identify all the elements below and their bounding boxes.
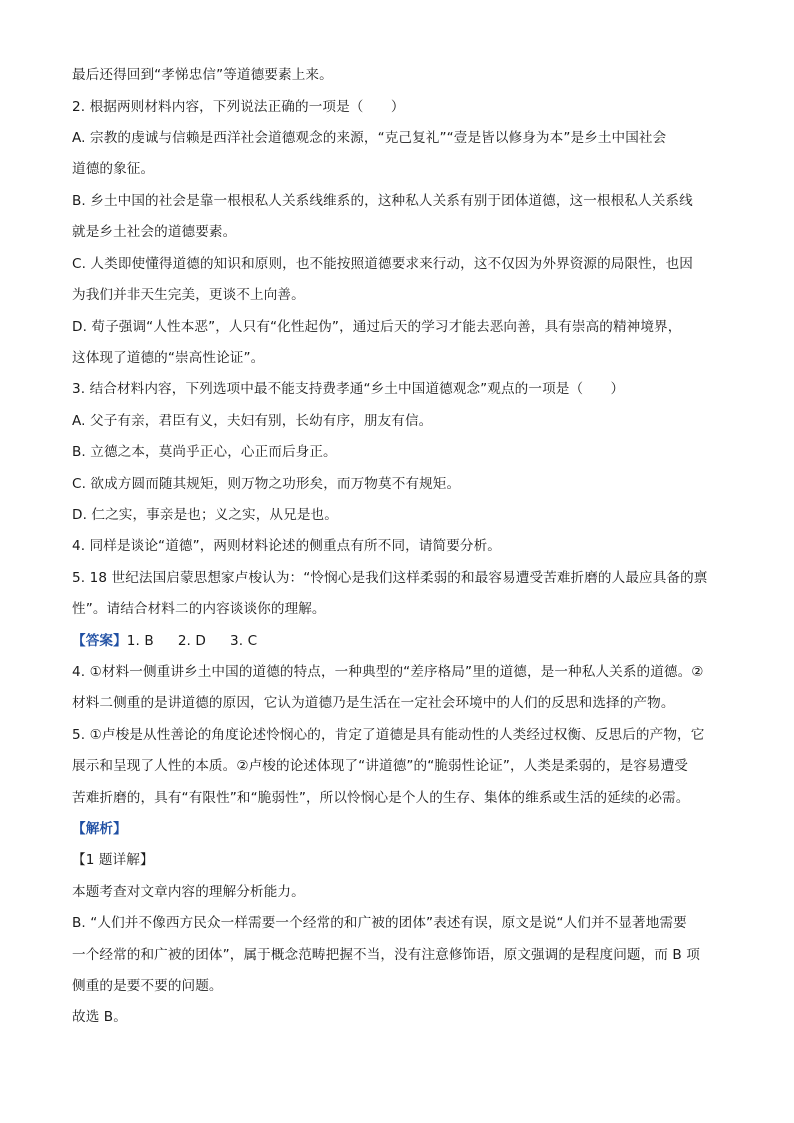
question-2-option-b: B. 乡土中国的社会是靠一根根私人关系线维系的，这种私人关系有别于团体道德，这一根根私人关系线	[72, 193, 693, 209]
text-line: 一个经常的和广被的团体”，属于概念范畴把握不当，没有注意修饰语，原文强调的是程度问题，而 B 项	[72, 947, 700, 963]
question-2-option-c: C. 人类即使懂得道德的知识和原则，也不能按照道德要求来行动，这不仅因为外界资源的局限性，也因	[72, 256, 693, 272]
text-line: 道德的象征。	[72, 161, 155, 177]
question-2-option-a: A. 宗教的虔诚与信赖是西洋社会道德观念的来源，“克己复礼”“壹是皆以修身为本”是乡土中国社会	[72, 130, 667, 146]
text-line: 就是乡土社会的道德要素。	[72, 224, 237, 240]
detail-heading: 【1 题详解】	[72, 852, 154, 868]
question-4: 4. 同样是谈论“道德”，两则材料论述的侧重点有所不同，请简要分析。	[72, 538, 501, 554]
text-line: 为我们并非天生完美，更谈不上向善。	[72, 287, 305, 303]
analysis-label: 【解析】	[72, 821, 127, 837]
text-line: 性”。请结合材料二的内容谈谈你的理解。	[72, 601, 326, 617]
question-3: 3. 结合材料内容，下列选项中最不能支持费孝通“乡土中国道德观念”观点的一项是（ ）	[72, 381, 625, 397]
answer-line	[72, 632, 752, 650]
text-line: 侧重的是要不要的问题。	[72, 978, 223, 994]
question-3-option-b: B. 立德之本，莫尚乎正心，心正而后身正。	[72, 444, 337, 460]
answer-5: 5. ①卢梭是从性善论的角度论述怜悯心的，肯定了道德是具有能动性的人类经过权衡、反思后的产物，它	[72, 727, 705, 743]
answer-2: 2. D	[177, 633, 206, 649]
answer-3: 3. C	[229, 633, 258, 649]
question-5: 5. 18 世纪法国启蒙思想家卢梭认为：“怜悯心是我们这样柔弱的和最容易遭受苦难折磨的人最应具备的禀	[72, 570, 708, 586]
text-line: 展示和呈现了人性的本质。②卢梭的论述体现了“讲道德”的“脆弱性论证”，人类是柔弱的，是容易遭受	[72, 758, 688, 774]
question-3-option-d: D. 仁之实，事亲是也；义之实，从兄是也。	[72, 507, 338, 523]
text-line: 本题考查对文章内容的理解分析能力。	[72, 884, 305, 900]
answer-1: 1. B	[126, 633, 154, 649]
question-3-option-a: A. 父子有亲，君臣有义，夫妇有别，长幼有序，朋友有信。	[72, 413, 433, 429]
answer-4: 4. ①材料一侧重讲乡土中国的道德的特点，一种典型的“差序格局”里的道德，是一种私人关系的道德。②	[72, 664, 704, 680]
question-2-option-d: D. 荀子强调“人性本恶”，人只有“化性起伪”，通过后天的学习才能去恶向善，具有崇高的精神境界，	[72, 319, 682, 335]
answer-label: 【答案】	[72, 633, 127, 649]
text-line: B. “人们并不像西方民众一样需要一个经常的和广被的团体”表述有误，原文是说“人们并不显著地需要	[72, 915, 687, 931]
text-line: 苦难折磨的，具有“有限性”和“脆弱性”，所以怜悯心是个人的生存、集体的维系或生活的延续的必需。	[72, 790, 690, 806]
text-line: 材料二侧重的是讲道德的原因，它认为道德乃是生活在一定社会环境中的人们的反思和选择的产物。	[72, 695, 675, 711]
text-line: 这体现了道德的“崇高性论证”。	[72, 350, 265, 366]
question-2: 2. 根据两则材料内容，下列说法正确的一项是（ ）	[72, 99, 405, 115]
question-3-option-c: C. 欲成方圆而随其规矩，则万物之功形矣，而万物莫不有规矩。	[72, 476, 461, 492]
conclusion-line: 故选 B。	[72, 1009, 127, 1025]
text-line: 最后还得回到“孝悌忠信”等道德要素上来。	[72, 67, 333, 83]
